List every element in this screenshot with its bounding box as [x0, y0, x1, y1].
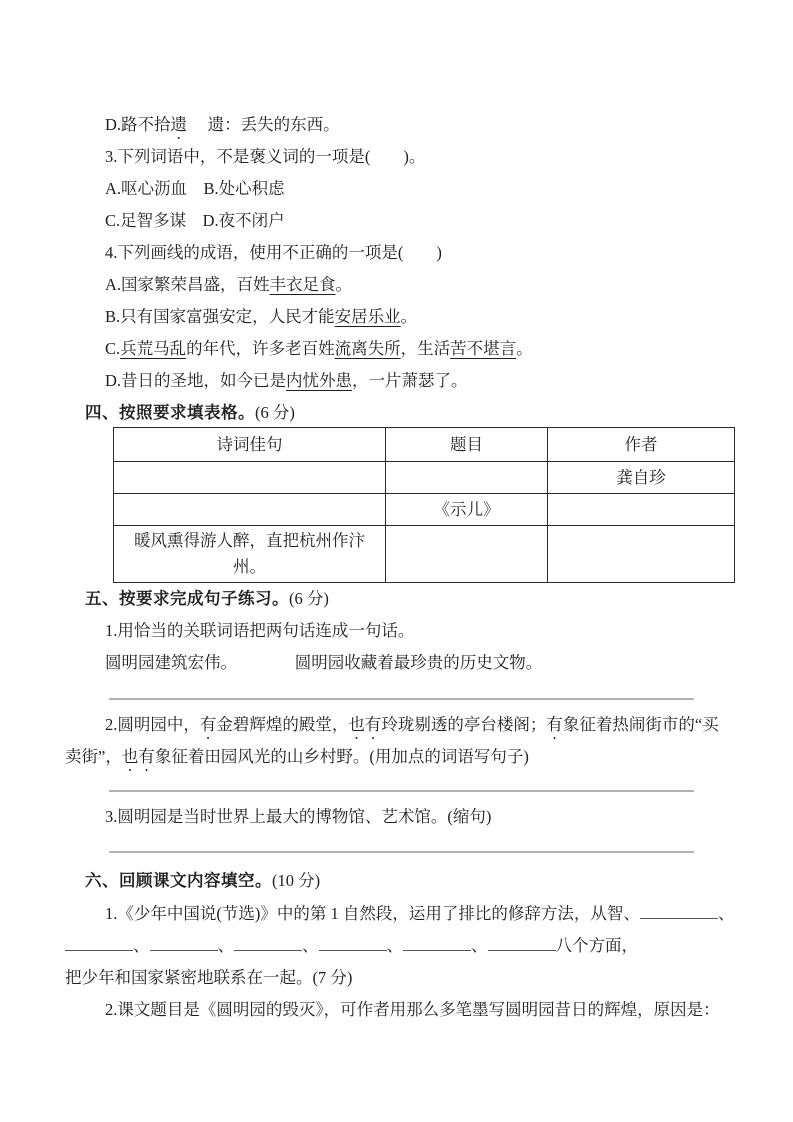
dotted-word: 也有	[348, 715, 382, 734]
text-run: 、	[133, 936, 150, 955]
text-run: 遗：丢失的东西。	[187, 115, 340, 134]
question-3-options-ab	[65, 173, 728, 205]
table-cell-empty	[548, 494, 735, 526]
section-title: 四、按照要求填表格。	[85, 404, 255, 422]
table-cell: 《示儿》	[386, 494, 548, 526]
question-3-options-cd	[65, 205, 728, 237]
text-run: A.呕心沥血 B.处心积虑	[105, 179, 285, 198]
text-run: A.国家繁荣昌盛，百姓	[105, 275, 270, 294]
underlined-idiom: 丰衣足食	[269, 275, 336, 294]
text-run: C.足智多谋 D.夜不闭户	[105, 211, 285, 230]
text-run: 3.下列词语中，不是褒义词的一项是( )。	[105, 147, 426, 166]
underlined-idiom: 内忧外患	[286, 371, 353, 390]
answer-blank	[640, 901, 718, 919]
answer-blank	[488, 933, 556, 951]
section5-question-2-line2	[65, 741, 728, 773]
table-header-cell: 题目	[386, 428, 548, 462]
text-run: 圆明园建筑宏伟。 圆明园收藏着最珍贵的历史文物。	[105, 653, 543, 672]
table-row	[114, 526, 735, 583]
answer-blank	[403, 933, 471, 951]
text-run: D.昔日的圣地，如今已是	[105, 371, 287, 390]
table-cell-empty	[386, 462, 548, 494]
text-run: 、	[302, 936, 319, 955]
section-title: 五、按要求完成句子练习。	[85, 590, 289, 608]
text-run: 、	[386, 936, 403, 955]
section-6-heading	[65, 865, 728, 897]
section6-question-1-line2	[65, 930, 728, 962]
text-run: 。	[335, 275, 353, 294]
text-run: 。	[516, 339, 533, 358]
dotted-word: 也有	[121, 747, 155, 766]
answer-blank	[65, 933, 133, 951]
poetry-fill-table	[113, 427, 735, 583]
table-header-cell: 诗词佳句	[114, 428, 386, 462]
text-run: 的年代，许多老百姓	[186, 339, 335, 358]
question-3	[65, 141, 728, 173]
option-d-gloss	[65, 109, 728, 141]
text-run: 。	[400, 307, 418, 326]
table-cell: 龚自珍	[548, 462, 735, 494]
text-run: C.	[105, 339, 121, 358]
section-title: 六、回顾课文内容填空。	[85, 872, 272, 890]
text-run: 八个方面，	[555, 936, 638, 955]
table-cell: 暖风熏得游人醉，直把杭州作汴州。	[114, 526, 386, 583]
text-run: 玲珑剔透的亭台楼阁；	[381, 715, 547, 734]
table-row	[114, 494, 735, 526]
table-row	[114, 462, 735, 494]
question-4-option-b	[65, 301, 728, 333]
text-run: (10 分)	[272, 871, 321, 890]
section-4-heading	[65, 397, 728, 429]
text-run: D.路不拾	[105, 115, 171, 134]
table-cell-empty	[386, 526, 548, 583]
text-run: 象征着田园风光的山乡村野。(用加点的词语写句子)	[154, 747, 529, 766]
underlined-idiom: 流离失所	[334, 339, 401, 358]
answer-blank	[319, 933, 387, 951]
table-header-cell: 作者	[548, 428, 735, 462]
text-run: B.只有国家富强安定，人民才能	[105, 307, 335, 326]
text-run: 把少年和国家紧密地联系在一起。(7 分)	[65, 968, 353, 987]
text-run: 2.课文题目是《圆明园的毁灭》，可作者用那么多笔墨写圆明园昔日的辉煌，原因是：	[105, 1000, 720, 1019]
section-5-heading	[65, 583, 728, 615]
underlined-idiom: 兵荒马乱	[120, 339, 187, 358]
section5-question-3	[65, 801, 728, 833]
question-4-option-c	[65, 333, 728, 365]
text-run: 、	[217, 936, 234, 955]
text-run: ，一片萧瑟了。	[352, 371, 468, 390]
text-run: 金碧辉煌的殿堂，	[216, 715, 349, 734]
section6-question-1-line1	[65, 898, 735, 930]
text-run: ，生活	[400, 339, 451, 358]
text-run: 1.用恰当的关联词语把两句话连成一句话。	[105, 621, 415, 640]
underlined-idiom: 苦不堪言	[450, 339, 517, 358]
table-cell-empty	[114, 462, 386, 494]
text-run: (6 分)	[255, 403, 295, 422]
dotted-word: 有	[546, 715, 563, 734]
text-run: 象征着热闹街市的“买	[562, 715, 719, 734]
text-run: (6 分)	[289, 589, 329, 608]
text-run: 4.下列画线的成语，使用不正确的一项是( )	[105, 243, 442, 262]
answer-line-2	[109, 790, 694, 792]
table-cell-empty	[114, 494, 386, 526]
question-4-option-d	[65, 365, 728, 397]
answer-blank	[234, 933, 302, 951]
underlined-idiom: 安居乐业	[334, 307, 401, 326]
text-run: 、	[717, 904, 735, 923]
question-4-option-a	[65, 269, 728, 301]
section5-question-1	[65, 615, 728, 647]
text-run: 3.圆明园是当时世界上最大的博物馆、艺术馆。(缩句)	[105, 807, 492, 826]
section6-question-2	[65, 994, 728, 1026]
dotted-word: 有	[199, 715, 217, 734]
answer-line-3	[109, 851, 694, 853]
section5-question-2-line1	[65, 709, 728, 741]
answer-blank	[150, 933, 218, 951]
text-run: 2.圆明园中，	[105, 715, 200, 734]
table-cell-empty	[548, 526, 735, 583]
dotted-word: 遗	[170, 115, 188, 134]
answer-line-1	[109, 698, 694, 700]
question-4	[65, 237, 728, 269]
text-run: 1.《少年中国说(节选)》中的第 1 自然段，运用了排比的修辞方法，从智、	[105, 904, 640, 923]
section5-question-1-sentences	[65, 647, 728, 679]
text-run: 卖街”，	[65, 747, 122, 766]
section6-question-1-line3	[65, 962, 728, 994]
text-run: 、	[471, 936, 488, 955]
